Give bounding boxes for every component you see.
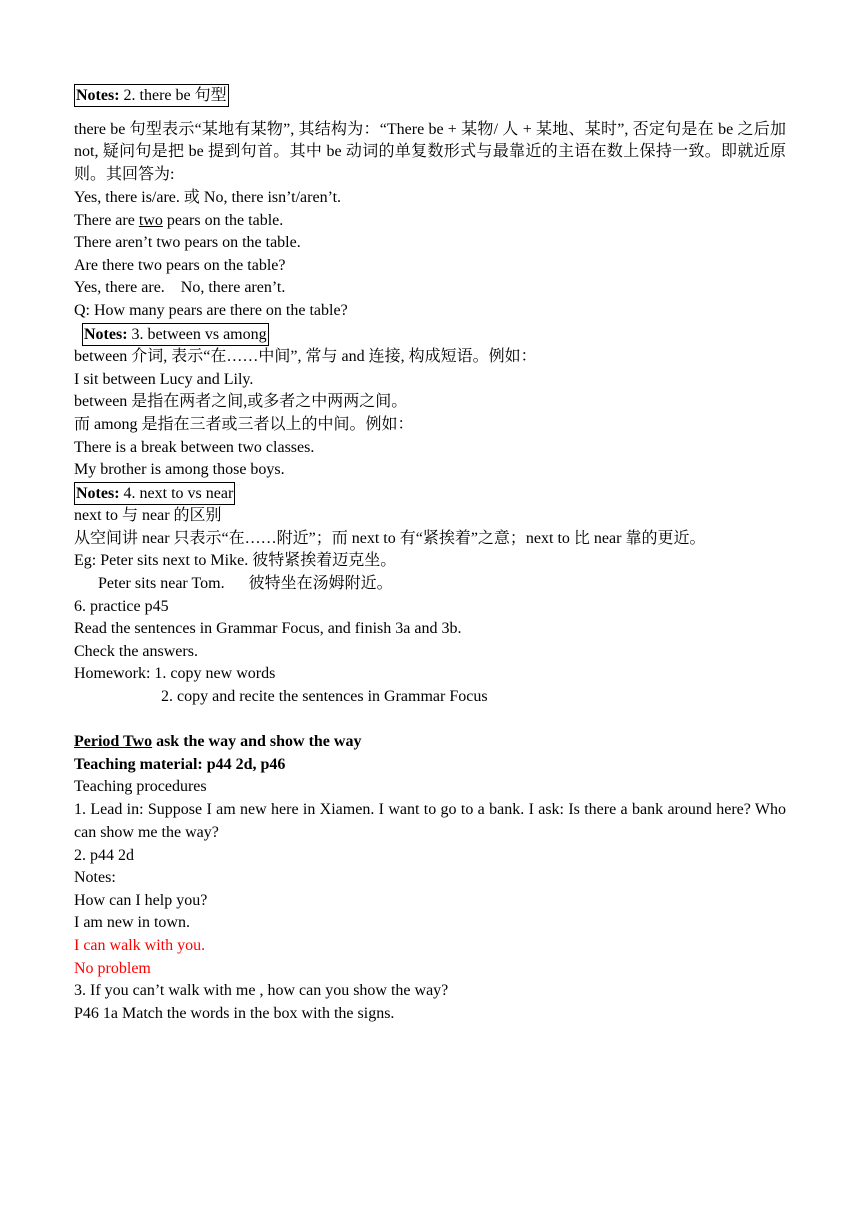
notes-title: 4. next to vs near <box>119 484 234 502</box>
line-among-def: 而 among 是指在三者或三者以上的中间。例如： <box>74 415 414 433</box>
line-between-def: between 介词, 表示“在……中间”, 常与 and 连接, 构成短语。例如： <box>74 348 537 366</box>
line-notes: Notes: <box>74 869 116 887</box>
notes-title: 2. there be 句型 <box>119 87 227 104</box>
teaching-material: Teaching material: p44 2d, p46 <box>74 755 286 773</box>
teaching-procedures: Teaching procedures <box>74 778 207 796</box>
line-p46: P46 1a Match the words in the box with the signs. <box>74 1004 395 1022</box>
text: pears on the table. <box>162 211 284 229</box>
notes-heading-between <box>74 323 786 347</box>
line-2d: 2. p44 2d <box>74 846 134 864</box>
notes-box <box>74 482 235 505</box>
notes-title: 3. between vs among <box>127 325 267 343</box>
line-example-2: Peter sits near Tom. 彼特坐在汤姆附近。 <box>74 575 393 593</box>
notes-label: Notes: <box>84 325 128 343</box>
period-title: ask the way and show the way <box>152 733 362 751</box>
notes-box <box>82 323 269 346</box>
notes-heading-next-to <box>74 482 786 506</box>
line-between-two: between 是指在两者之间,或多者之中两两之间。 <box>74 393 408 411</box>
spacer <box>74 108 786 119</box>
document-page <box>74 84 786 1025</box>
line-homework-2: 2. copy and recite the sentences in Grammar Focus <box>161 688 488 706</box>
line-new-town: I am new in town. <box>74 914 190 932</box>
paragraph-lead-in: 1. Lead in: Suppose I am new here in Xiamen. I want to go to a bank. I ask: Is there a bank around here? Who can show me the way? <box>74 801 786 841</box>
line-yes-there: Yes, there are. No, there aren’t. <box>74 279 286 297</box>
underlined-two: two <box>138 211 163 229</box>
line-no-problem: No problem <box>74 959 151 977</box>
line-help: How can I help you? <box>74 891 208 909</box>
line-next-to-explain: 从空间讲 near 只表示“在……附近”；而 next to 有“紧挨着”之意；next to 比 near 靠的更近。 <box>74 529 706 547</box>
line-sit-between: I sit between Lucy and Lily. <box>74 370 254 388</box>
line-practice: 6. practice p45 <box>74 597 169 615</box>
line-arent: There aren’t two pears on the table. <box>74 234 301 252</box>
notes-label: Notes: <box>76 87 120 104</box>
line-are-there: Are there two pears on the table? <box>74 256 286 274</box>
notes-heading-there-be <box>74 84 786 108</box>
line-example-1: Eg: Peter sits next to Mike. 彼特紧挨着迈克坐。 <box>74 552 397 570</box>
notes-label: Notes: <box>76 484 120 502</box>
period-heading <box>74 731 786 754</box>
line-check: Check the answers. <box>74 642 198 660</box>
notes-box <box>74 84 229 107</box>
line-if-cant: 3. If you can’t walk with me , how can you show the way? <box>74 982 449 1000</box>
line-walk-with-you: I can walk with you. <box>74 936 206 954</box>
line-break: There is a break between two classes. <box>74 438 315 456</box>
line-yes-no: Yes, there is/are. 或 No, there isn’t/aren’t. <box>74 188 342 206</box>
line-brother: My brother is among those boys. <box>74 461 285 479</box>
line-read: Read the sentences in Grammar Focus, and finish 3a and 3b. <box>74 620 462 638</box>
text: There are <box>74 211 139 229</box>
line-homework-1: Homework: 1. copy new words <box>74 665 276 683</box>
line-there-are <box>74 210 786 233</box>
period-label: Period Two <box>74 733 153 751</box>
spacer <box>74 709 786 732</box>
line-question-how-many: Q: How many pears are there on the table? <box>74 301 348 319</box>
paragraph-there-be: there be 句型表示“某地有某物”, 其结构为：“There be + 某物/ 人 + 某地、某时”, 否定句是在 be 之后加 not, 疑问句是把 be 提到句首。其中 be 动词的单复数形式与最靠近的主语在数上保持一致。即就近原则。其回答为: <box>74 120 786 184</box>
line-next-to-diff: next to 与 near 的区别 <box>74 507 222 525</box>
